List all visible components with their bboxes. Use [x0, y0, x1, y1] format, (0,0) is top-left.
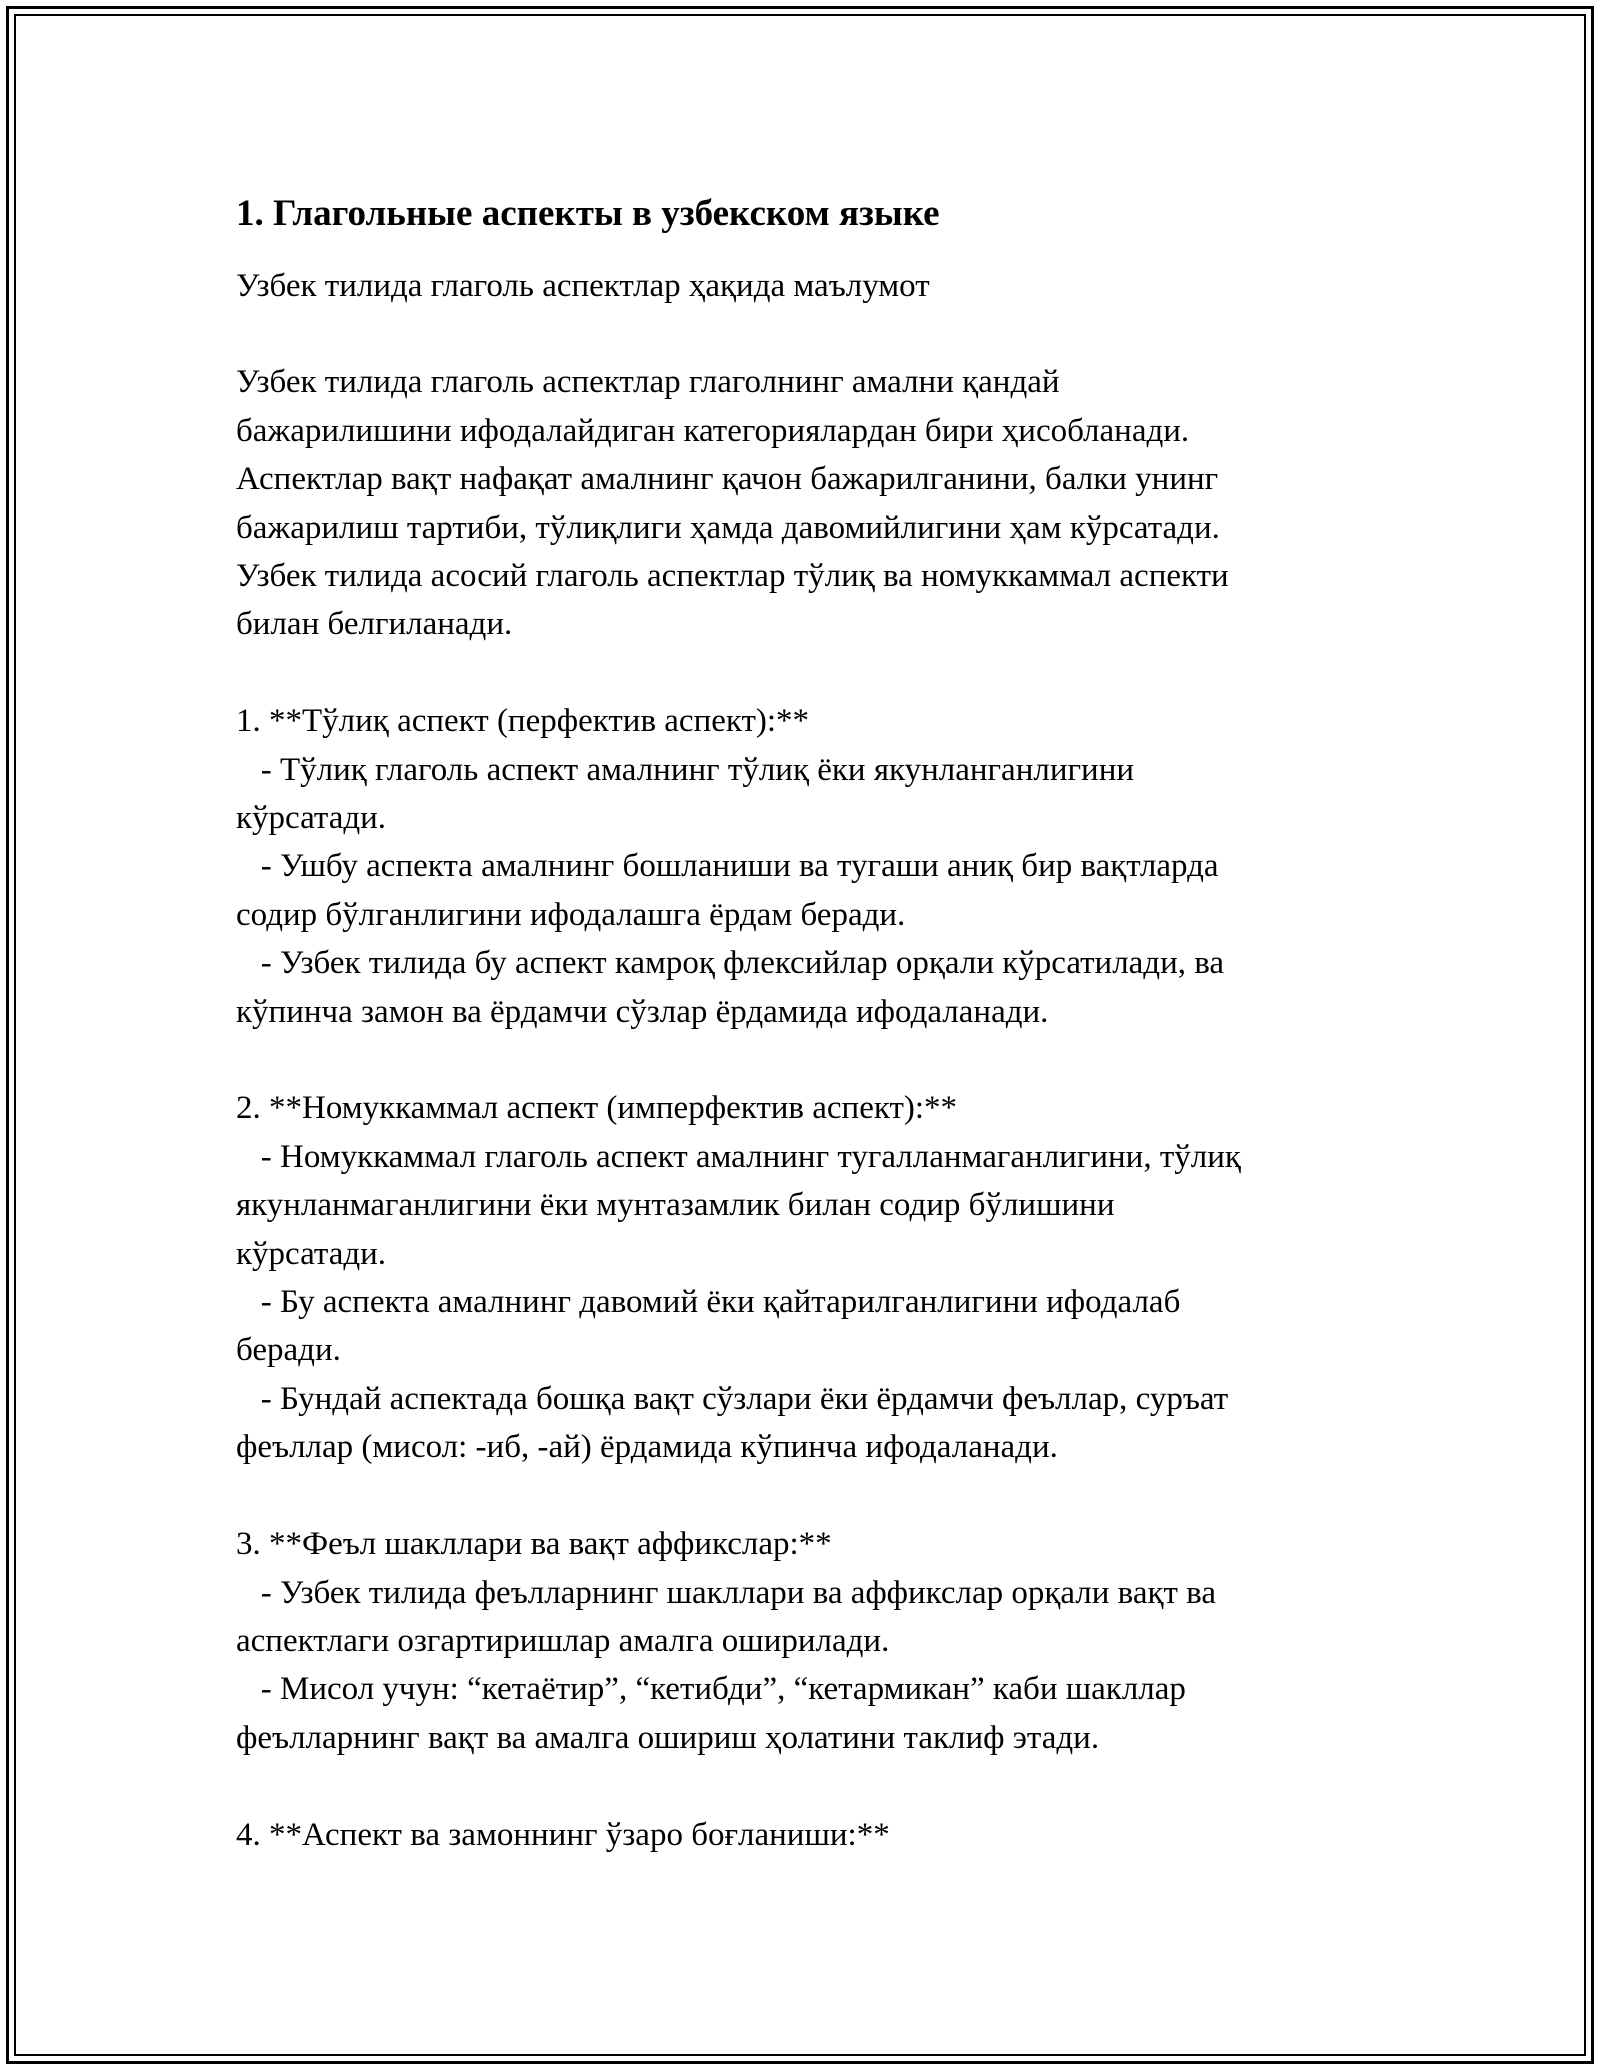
section-heading-imperfective: 2. **Номуккаммал аспект (имперфектив аспект):**: [236, 1090, 958, 1127]
document-title: 1. Глагольные аспекты в узбекском языке: [236, 193, 940, 234]
document-subtitle: Узбек тилида глаголь аспектлар ҳақида маълумот: [236, 268, 930, 304]
document-body: [236, 186, 1376, 1859]
section-body-imperfective: - Номуккаммал глаголь аспект амалнинг тугалланмаганлигини, тўлиқ якунланмаганлигини ёки мунтазамлик билан содир бўлишини кўрсатади. - Бу аспекта амалнинг давомий ёки қайтарилганлигини ифодалаб беради. - Бундай аспектада бошқа вақт сўзлари ёки ёрдамчи феъллар, суръат феъллар (мисол: -иб, -ай) ёрдамида кўпинча ифодаланади.: [236, 1138, 1241, 1466]
blank-line: [236, 649, 1376, 697]
section-body-verb-forms: - Узбек тилида феълларнинг шакллари ва аффикслар орқали вақт ва аспектлаги озгартиришлар амалга оширилади. - Мисол учун: “кетаётир”, “кетибди”, “кетармикан” каби шакллар феълларнинг вақт ва амалга ошириш ҳолатини таклиф этади.: [236, 1574, 1216, 1756]
blank-line: [236, 1036, 1376, 1084]
section-heading-verb-forms: 3. **Феъл шакллари ва вақт аффикслар:**: [236, 1526, 832, 1563]
section-heading-perfective: 1. **Тўлиқ аспект (перфектив аспект):**: [236, 703, 810, 740]
blank-line: [236, 1472, 1376, 1520]
section-body-perfective: - Тўлиқ глаголь аспект амалнинг тўлиқ ёки якунланганлигини кўрсатади. - Ушбу аспекта амалнинг бошланиши ва тугаши аниқ бир вақтларда содир бўлганлигини ифодалашга ёрдам беради. - Узбек тилида бу аспект камроқ флексийлар орқали кўрсатилади, ва кўпинча замон ва ёрдамчи сўзлар ёрдамида ифодаланади.: [236, 751, 1225, 1030]
blank-line: [236, 1762, 1376, 1810]
section-heading-aspect-tense: 4. **Аспект ва замоннинг ўзаро боғланиши:**: [236, 1816, 890, 1853]
intro-paragraph: Узбек тилида глаголь аспектлар глаголнинг амални қандай бажарилишини ифодалайдиган категориялардан бири ҳисобланади. Аспектлар вақт нафақат амалнинг қачон бажарилганини, балки унинг бажарилиш тартиби, тўлиқлиги ҳамда давомийлигини ҳам кўрсатади. Узбек тилида асосий глаголь аспектлар тўлиқ ва номуккаммал аспекти билан белгиланади.: [236, 364, 1229, 643]
blank-line: [236, 310, 1376, 358]
